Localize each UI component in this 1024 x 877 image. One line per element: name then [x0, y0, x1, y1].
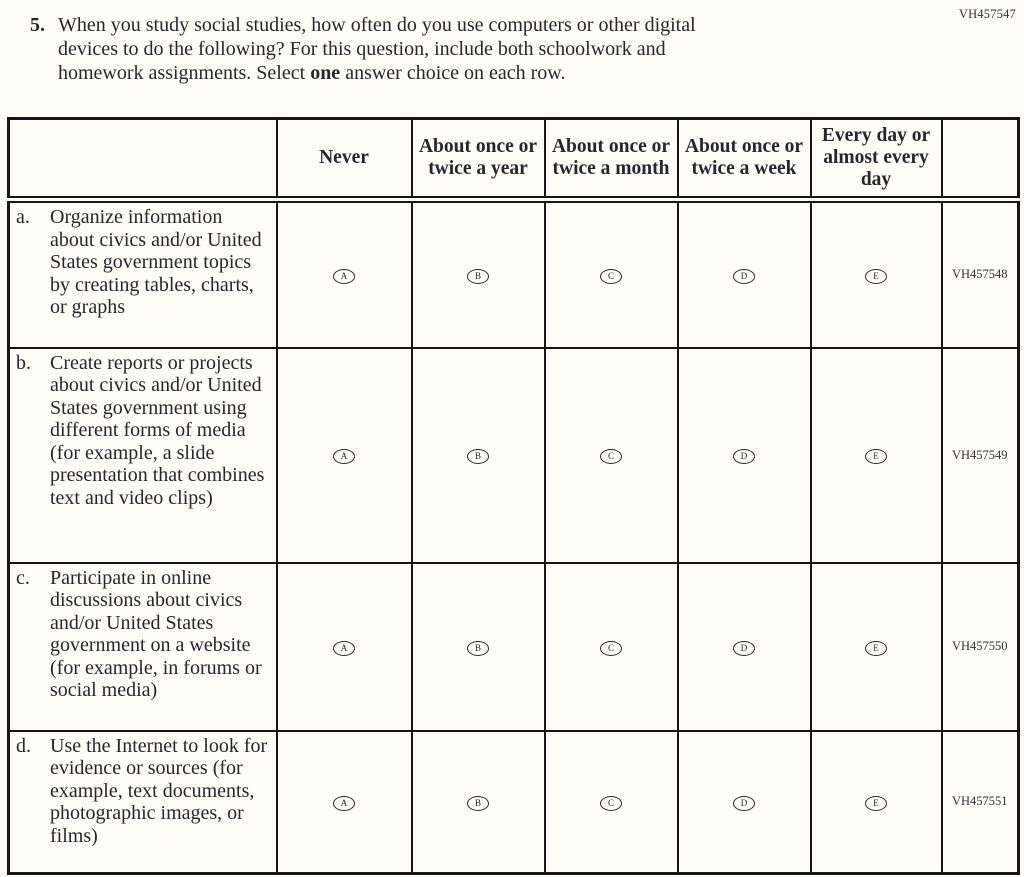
table-row-b — [9, 348, 1019, 563]
bold-one: one — [310, 62, 341, 84]
header-once-twice-week: About once or twice a week — [678, 119, 811, 200]
header-row — [9, 119, 1019, 200]
question-block — [30, 13, 860, 85]
answer-bubble-d[interactable]: D — [733, 641, 755, 656]
row-item-text: Participate in online discussions about civics and/or United States government on a website (for example, in forums or social media) — [50, 566, 262, 701]
question-line-2: devices to do the following? For this question, include both schoolwork and — [58, 38, 666, 60]
row-letter: c. — [16, 566, 30, 589]
question-line-1: When you study social studies, how often do you use computers or other digital — [58, 14, 696, 36]
header-once-twice-year: About once or twice a year — [412, 119, 545, 200]
answer-bubble-c[interactable]: C — [600, 641, 622, 656]
answer-bubble-c[interactable]: C — [600, 269, 622, 284]
question-number: 5. — [30, 14, 45, 36]
answer-bubble-d[interactable]: D — [733, 796, 755, 811]
row-item-text: Create reports or projects about civics and/or United States government using different forms of media (for example, a slide presentation that combines text and video clips) — [50, 351, 265, 509]
row-item-text: Use the Internet to look for evidence or sources (for example, text documents, photographic images, or films) — [50, 734, 268, 847]
header-item-column — [9, 119, 277, 200]
answer-bubble-b[interactable]: B — [467, 269, 489, 284]
answer-bubble-c[interactable]: C — [600, 449, 622, 464]
header-every-day: Every day or almost every day — [811, 119, 942, 200]
table-row-a — [9, 200, 1019, 348]
row-letter: b. — [16, 351, 31, 374]
question-text — [58, 13, 860, 85]
table-row-d — [9, 731, 1019, 874]
answer-bubble-a[interactable]: A — [333, 796, 355, 811]
answer-bubble-a[interactable]: A — [333, 641, 355, 656]
answer-matrix-table — [7, 117, 1020, 875]
answer-bubble-b[interactable]: B — [467, 449, 489, 464]
answer-bubble-a[interactable]: A — [333, 269, 355, 284]
row-code: VH457551 — [942, 731, 1019, 874]
answer-bubble-e[interactable]: E — [865, 269, 887, 284]
answer-bubble-e[interactable]: E — [865, 796, 887, 811]
answer-bubble-b[interactable]: B — [467, 641, 489, 656]
row-letter: a. — [16, 206, 30, 228]
header-code-column — [942, 119, 1019, 200]
row-code: VH457550 — [942, 563, 1019, 731]
row-item-text: Organize information about civics and/or United States government topics by creating tables, charts, or graphs — [50, 206, 262, 318]
question-line-3: homework assignments. Select one answer choice on each row. — [58, 62, 566, 84]
form-id: VH457547 — [958, 7, 1016, 21]
answer-bubble-d[interactable]: D — [733, 269, 755, 284]
row-letter: d. — [16, 734, 31, 757]
answer-bubble-e[interactable]: E — [865, 449, 887, 464]
answer-bubble-d[interactable]: D — [733, 449, 755, 464]
table-row-c — [9, 563, 1019, 731]
header-never: Never — [277, 119, 412, 200]
answer-bubble-c[interactable]: C — [600, 796, 622, 811]
answer-bubble-e[interactable]: E — [865, 641, 887, 656]
answer-bubble-b[interactable]: B — [467, 796, 489, 811]
row-code: VH457548 — [942, 200, 1019, 348]
header-once-twice-month: About once or twice a month — [545, 119, 678, 200]
answer-bubble-a[interactable]: A — [333, 449, 355, 464]
row-code: VH457549 — [942, 348, 1019, 563]
